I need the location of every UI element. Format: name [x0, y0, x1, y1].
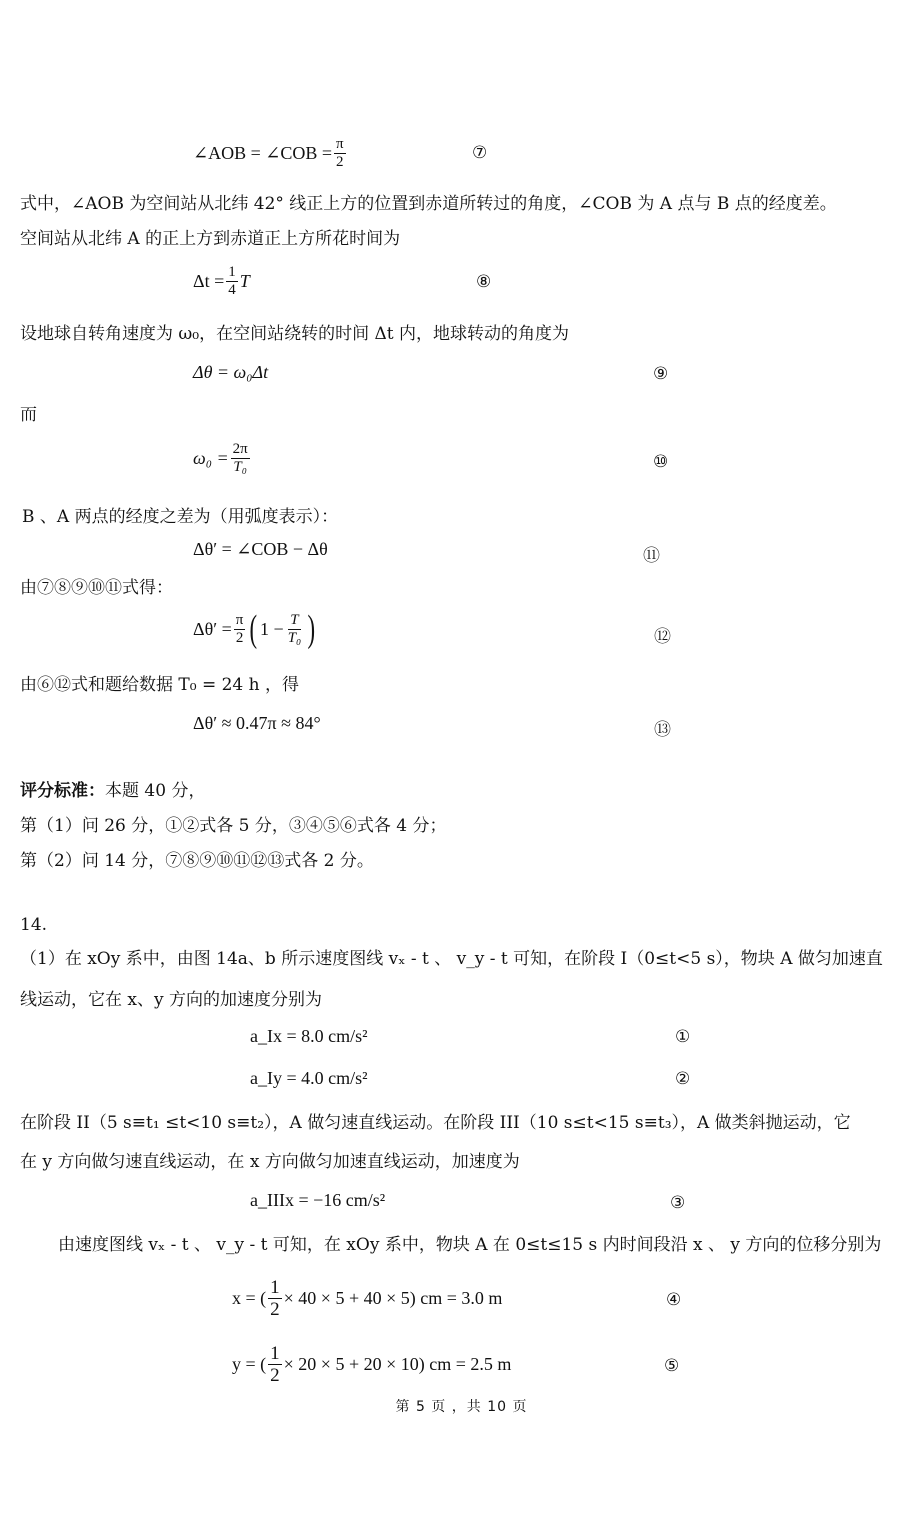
e3-text: a_IIIx = −16 cm/s²: [250, 1190, 386, 1210]
eq13-number: ⑬: [654, 720, 671, 740]
paragraph-5: B 、A 两点的经度之差为（用弧度表示）：: [22, 507, 339, 527]
eq12-den: 2: [235, 629, 244, 646]
e2-number: ②: [675, 1069, 691, 1089]
e5-rhs: × 20 × 5 + 20 × 10) cm = 2.5 m: [283, 1354, 512, 1374]
score-part-1: 第（1）问 26 分，①②式各 5 分，③④⑤⑥式各 4 分；: [20, 816, 447, 836]
eq7-num: π: [335, 136, 344, 152]
eq12-inner: 1 −: [260, 618, 284, 639]
page-footer: 第 5 页 ，共 10 页: [395, 1399, 528, 1415]
equation-11: [193, 539, 328, 560]
q14-line-5: 由速度图线 vₓ - t 、 v_y - t 可知，在 xOy 系中，物块 A 在 0≤t≤15 s 内时间段沿 x 、 y 方向的位移分别为: [58, 1235, 882, 1255]
question-14-number: 14.: [20, 915, 48, 935]
q14-equation-3: [250, 1190, 385, 1211]
eq7-lhs: ∠AOB = ∠COB =: [193, 143, 332, 163]
eq12-inum: T: [290, 611, 299, 628]
eq13-text: Δθ′ ≈ 0.47π ≈ 84°: [193, 713, 321, 733]
eq12-number: ⑫: [654, 627, 671, 647]
eq12-lhs: Δθ′ =: [193, 618, 232, 639]
eq8-rhs: T: [239, 271, 250, 291]
q14-equation-1: [250, 1026, 368, 1047]
eq10-num: 2π: [232, 441, 248, 457]
eq8-den: 4: [228, 282, 236, 298]
paragraph-6: 由⑦⑧⑨⑩⑪式得：: [20, 578, 173, 598]
q14-line-1: （1）在 xOy 系中，由图 14a、b 所示速度图线 vₓ - t 、 v_y - t 可知，在阶段 I（0≤t<5 s），物块 A 做匀加速直: [20, 949, 883, 969]
e5-lhs: y = (: [232, 1354, 267, 1374]
eq9-text: Δθ = ω₀Δt: [193, 362, 269, 382]
e5-number: ⑤: [664, 1356, 680, 1376]
right-paren: ): [307, 608, 316, 650]
equation-10: [193, 441, 252, 476]
eq10-lhs: ω₀ =: [193, 448, 229, 468]
eq12-num: π: [235, 611, 244, 628]
e4-number: ④: [666, 1290, 682, 1310]
equation-9: [193, 362, 268, 383]
q14-line-2: 线运动，它在 x、y 方向的加速度分别为: [20, 990, 322, 1010]
equation-7: [193, 136, 348, 171]
q14-equation-4: [232, 1277, 502, 1320]
eq11-text: Δθ′ = ∠COB − Δθ: [193, 539, 328, 559]
equation-12: [193, 610, 318, 648]
e4-lhs: x = (: [232, 1288, 267, 1308]
eq9-number: ⑨: [653, 364, 669, 384]
score-line: [20, 779, 205, 803]
score-text: 本题 40 分，: [105, 781, 206, 801]
paragraph-7: 由⑥⑫式和题给数据 T₀ = 24 h ，得: [20, 675, 299, 695]
eq8-lhs: Δt =: [193, 271, 225, 291]
equation-8: [193, 264, 250, 299]
eq7-number: ⑦: [472, 143, 488, 163]
e5-num: 1: [270, 1343, 280, 1364]
e5-den: 2: [270, 1365, 280, 1386]
q14-equation-2: [250, 1068, 368, 1089]
q14-line-3: 在阶段 II（5 s≡t₁ ≤t<10 s≡t₂），A 做匀速直线运动。在阶段 III（10 s≤t<15 s≡t₃），A 做类斜抛运动，它: [20, 1113, 851, 1133]
paragraph-4: 而: [20, 405, 37, 425]
eq10-den: T₀: [233, 459, 247, 475]
e4-num: 1: [270, 1277, 280, 1298]
e3-number: ③: [670, 1193, 686, 1213]
e1-text: a_Ix = 8.0 cm/s²: [250, 1026, 368, 1046]
q14-equation-5: [232, 1343, 511, 1386]
eq10-number: ⑩: [653, 452, 669, 472]
eq11-number: ⑪: [643, 546, 660, 566]
paragraph-2: 空间站从北纬 A 的正上方到赤道正上方所花时间为: [20, 229, 401, 249]
eq8-num: 1: [228, 264, 236, 280]
paragraph-1: 式中，∠AOB 为空间站从北纬 42° 线正上方的位置到赤道所转过的角度，∠COB 为 A 点与 B 点的经度差。: [20, 194, 837, 214]
eq8-number: ⑧: [476, 272, 492, 292]
score-part-2: 第（2）问 14 分，⑦⑧⑨⑩⑪⑫⑬式各 2 分。: [20, 851, 374, 871]
e4-den: 2: [270, 1299, 280, 1320]
e1-number: ①: [675, 1027, 691, 1047]
left-paren: (: [249, 608, 258, 650]
e4-rhs: × 40 × 5 + 40 × 5) cm = 3.0 m: [283, 1288, 503, 1308]
score-label: 评分标准：: [20, 781, 105, 801]
equation-13: [193, 713, 321, 734]
eq7-den: 2: [336, 154, 344, 170]
q14-line-4: 在 y 方向做匀速直线运动，在 x 方向做匀加速直线运动，加速度为: [20, 1152, 520, 1172]
paragraph-3: 设地球自转角速度为 ω₀，在空间站绕转的时间 Δt 内，地球转动的角度为: [20, 324, 569, 344]
eq12-iden: T₀: [287, 629, 302, 646]
e2-text: a_Iy = 4.0 cm/s²: [250, 1068, 368, 1088]
